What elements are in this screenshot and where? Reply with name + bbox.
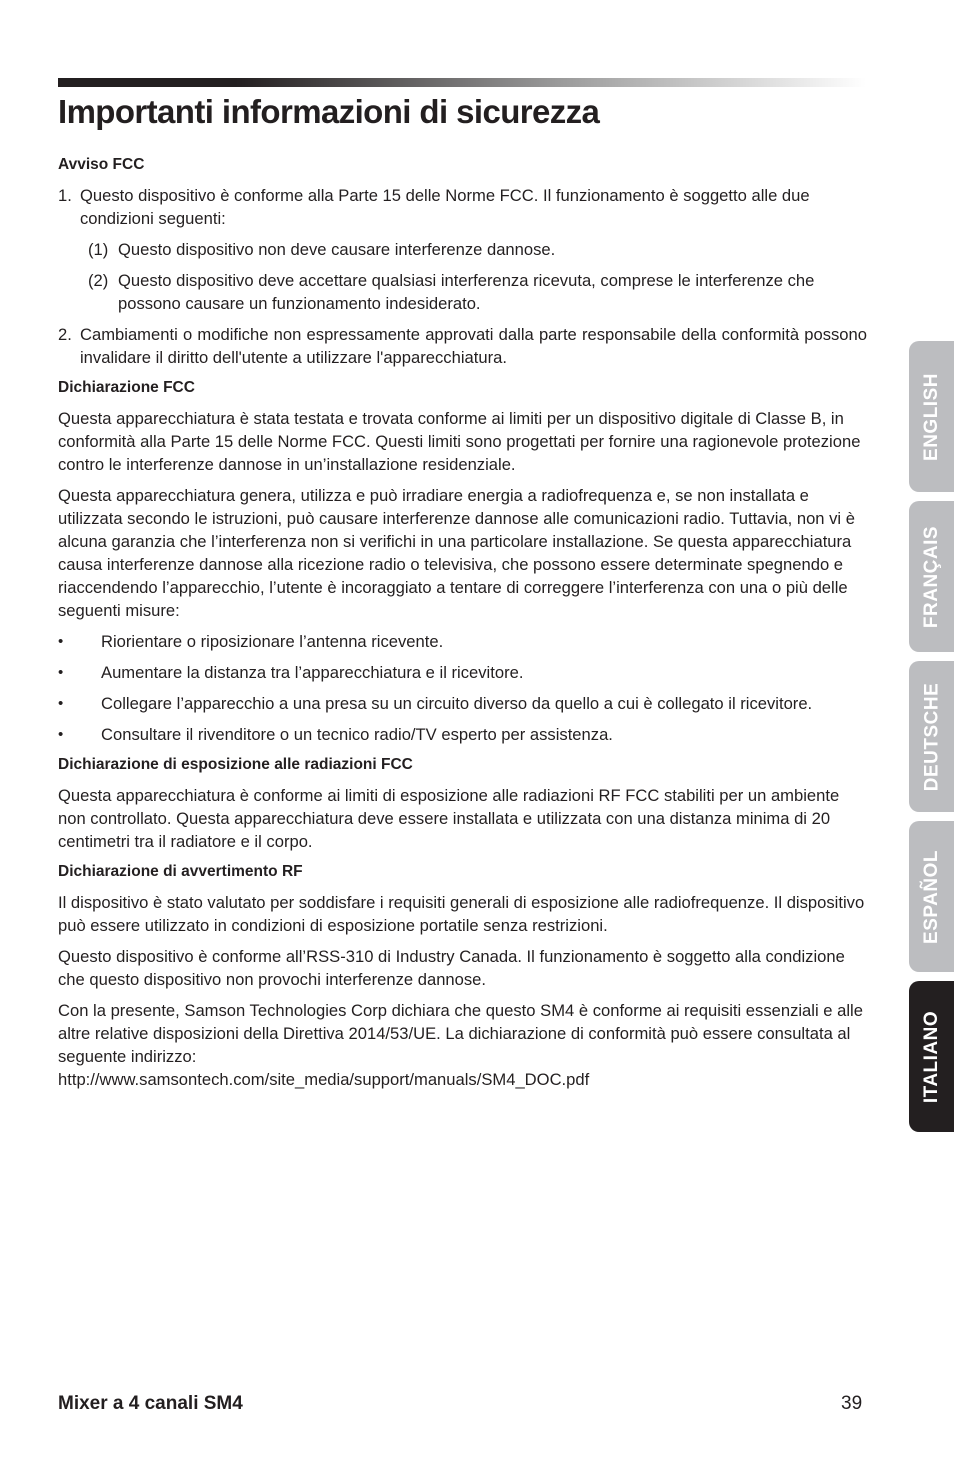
list-marker: 1. — [58, 186, 72, 205]
header-gradient-bar — [58, 78, 866, 87]
tab-label: DEUTSCHE — [921, 682, 943, 791]
list-item — [88, 269, 867, 315]
bullet-text: Collegare l’apparecchio a una presa su un circuito diverso da quello a cui è collegato il ricevitore. — [101, 694, 813, 713]
paragraph: Il dispositivo è stato valutato per soddisfare i requisiti generali di esposizione alle radiofrequenze. Il dispositivo può essere utilizzato in condizioni di esposizione portatile senza restrizioni. — [58, 893, 865, 935]
section-heading-avvertimento: Dichiarazione di avvertimento RF — [58, 863, 303, 880]
bullet-text: Riorientare o riposizionare l’antenna ricevente. — [101, 632, 444, 651]
bullet-item — [58, 723, 867, 746]
list-item-text: Questo dispositivo deve accettare qualsiasi interferenza ricevuta, comprese le interferenze che possono causare un funzionamento indesiderato. — [118, 271, 815, 313]
bullet-text: Aumentare la distanza tra l’apparecchiatura e il ricevitore. — [101, 663, 524, 682]
section-heading-esposizione: Dichiarazione di esposizione alle radiazioni FCC — [58, 756, 413, 773]
list-item — [58, 184, 867, 230]
bullet-dot: • — [58, 664, 64, 681]
tab-francais[interactable] — [909, 501, 954, 652]
bullet-dot: • — [58, 695, 64, 712]
tab-deutsche[interactable] — [909, 661, 954, 812]
tab-english[interactable] — [909, 341, 954, 492]
tab-espanol[interactable] — [909, 821, 954, 972]
list-item-text: Questo dispositivo non deve causare interferenze dannose. — [118, 240, 556, 259]
paragraph: Questa apparecchiatura è conforme ai limiti di esposizione alle radiazioni RF FCC stabiliti per un ambiente non controllato. Questa apparecchiatura deve essere installata e utilizzata con una distanza minima di 20 centimetri tra il radiatore e il corpo. — [58, 786, 840, 851]
list-item-text: Cambiamenti o modifiche non espressamente approvati dalla parte responsabile della conformità possono invalidare il diritto dell'utente a utilizzare l'apparecchiatura. — [80, 325, 867, 367]
document-body — [58, 154, 867, 1099]
tab-label: ESPAÑOL — [921, 849, 942, 944]
list-item — [58, 323, 867, 369]
paragraph: Questa apparecchiatura genera, utilizza e può irradiare energia a radiofrequenza e, se non installata e utilizzata secondo le istruzioni, può causare interferenze dannose alle comunicazioni radio. Tuttavia, non vi è alcuna garanzia che l’interferenza non si verifichi in una particolare installazione. Se questa apparecchiatura causa interferenze dannose alla ricezione radio o televisiva, che possono essere determinate spegnendo e riaccendendo l’apparecchio, l’utente è incoraggiato a tentare di correggere l’interferenza con una o più delle seguenti misure: — [58, 486, 855, 620]
tab-label: FRANÇAIS — [921, 525, 943, 628]
paragraph: Con la presente, Samson Technologies Corp dichiara che questo SM4 è conforme ai requisiti essenziali e alle altre relative disposizioni della Direttiva 2014/53/UE. La dichiarazione di conformità può essere consultata al seguente indirizzo: — [58, 1001, 863, 1066]
list-marker: (1) — [88, 240, 109, 259]
tab-label: ITALIANO — [921, 1010, 942, 1103]
bullet-item — [58, 661, 867, 684]
footer-title: Mixer a 4 canali SM4 — [58, 1393, 243, 1414]
tab-italiano[interactable] — [909, 981, 954, 1132]
list-marker: (2) — [88, 271, 109, 290]
list-item-text: Questo dispositivo è conforme alla Parte 15 delle Norme FCC. Il funzionamento è soggetto alle due condizioni seguenti: — [80, 186, 810, 228]
section-heading-avviso: Avviso FCC — [58, 156, 145, 173]
bullet-text: Consultare il rivenditore o un tecnico radio/TV esperto per assistenza. — [101, 725, 613, 744]
tab-label: ENGLISH — [921, 372, 943, 461]
page-title: Importanti informazioni di sicurezza — [58, 93, 600, 130]
list-item — [88, 238, 867, 261]
page-number: 39 — [841, 1393, 863, 1414]
section-heading-dichiarazione: Dichiarazione FCC — [58, 379, 195, 396]
bullet-item — [58, 692, 867, 715]
paragraph: Questo dispositivo è conforme all’RSS-310 di Industry Canada. Il funzionamento è soggetto alla condizione che questo dispositivo non provochi interferenze dannose. — [58, 947, 845, 989]
bullet-dot: • — [58, 726, 64, 743]
doc-url: http://www.samsontech.com/site_media/support/manuals/SM4_DOC.pdf — [58, 1070, 590, 1089]
bullet-dot: • — [58, 633, 64, 650]
list-marker: 2. — [58, 325, 72, 344]
bullet-item — [58, 630, 867, 653]
paragraph: Questa apparecchiatura è stata testata e trovata conforme ai limiti per un dispositivo digitale di Classe B, in conformità alla Parte 15 delle Norme FCC. Questi limiti sono progettati per fornire una ragionevole protezione contro le interferenze dannose in un’installazione residenziale. — [58, 409, 861, 474]
